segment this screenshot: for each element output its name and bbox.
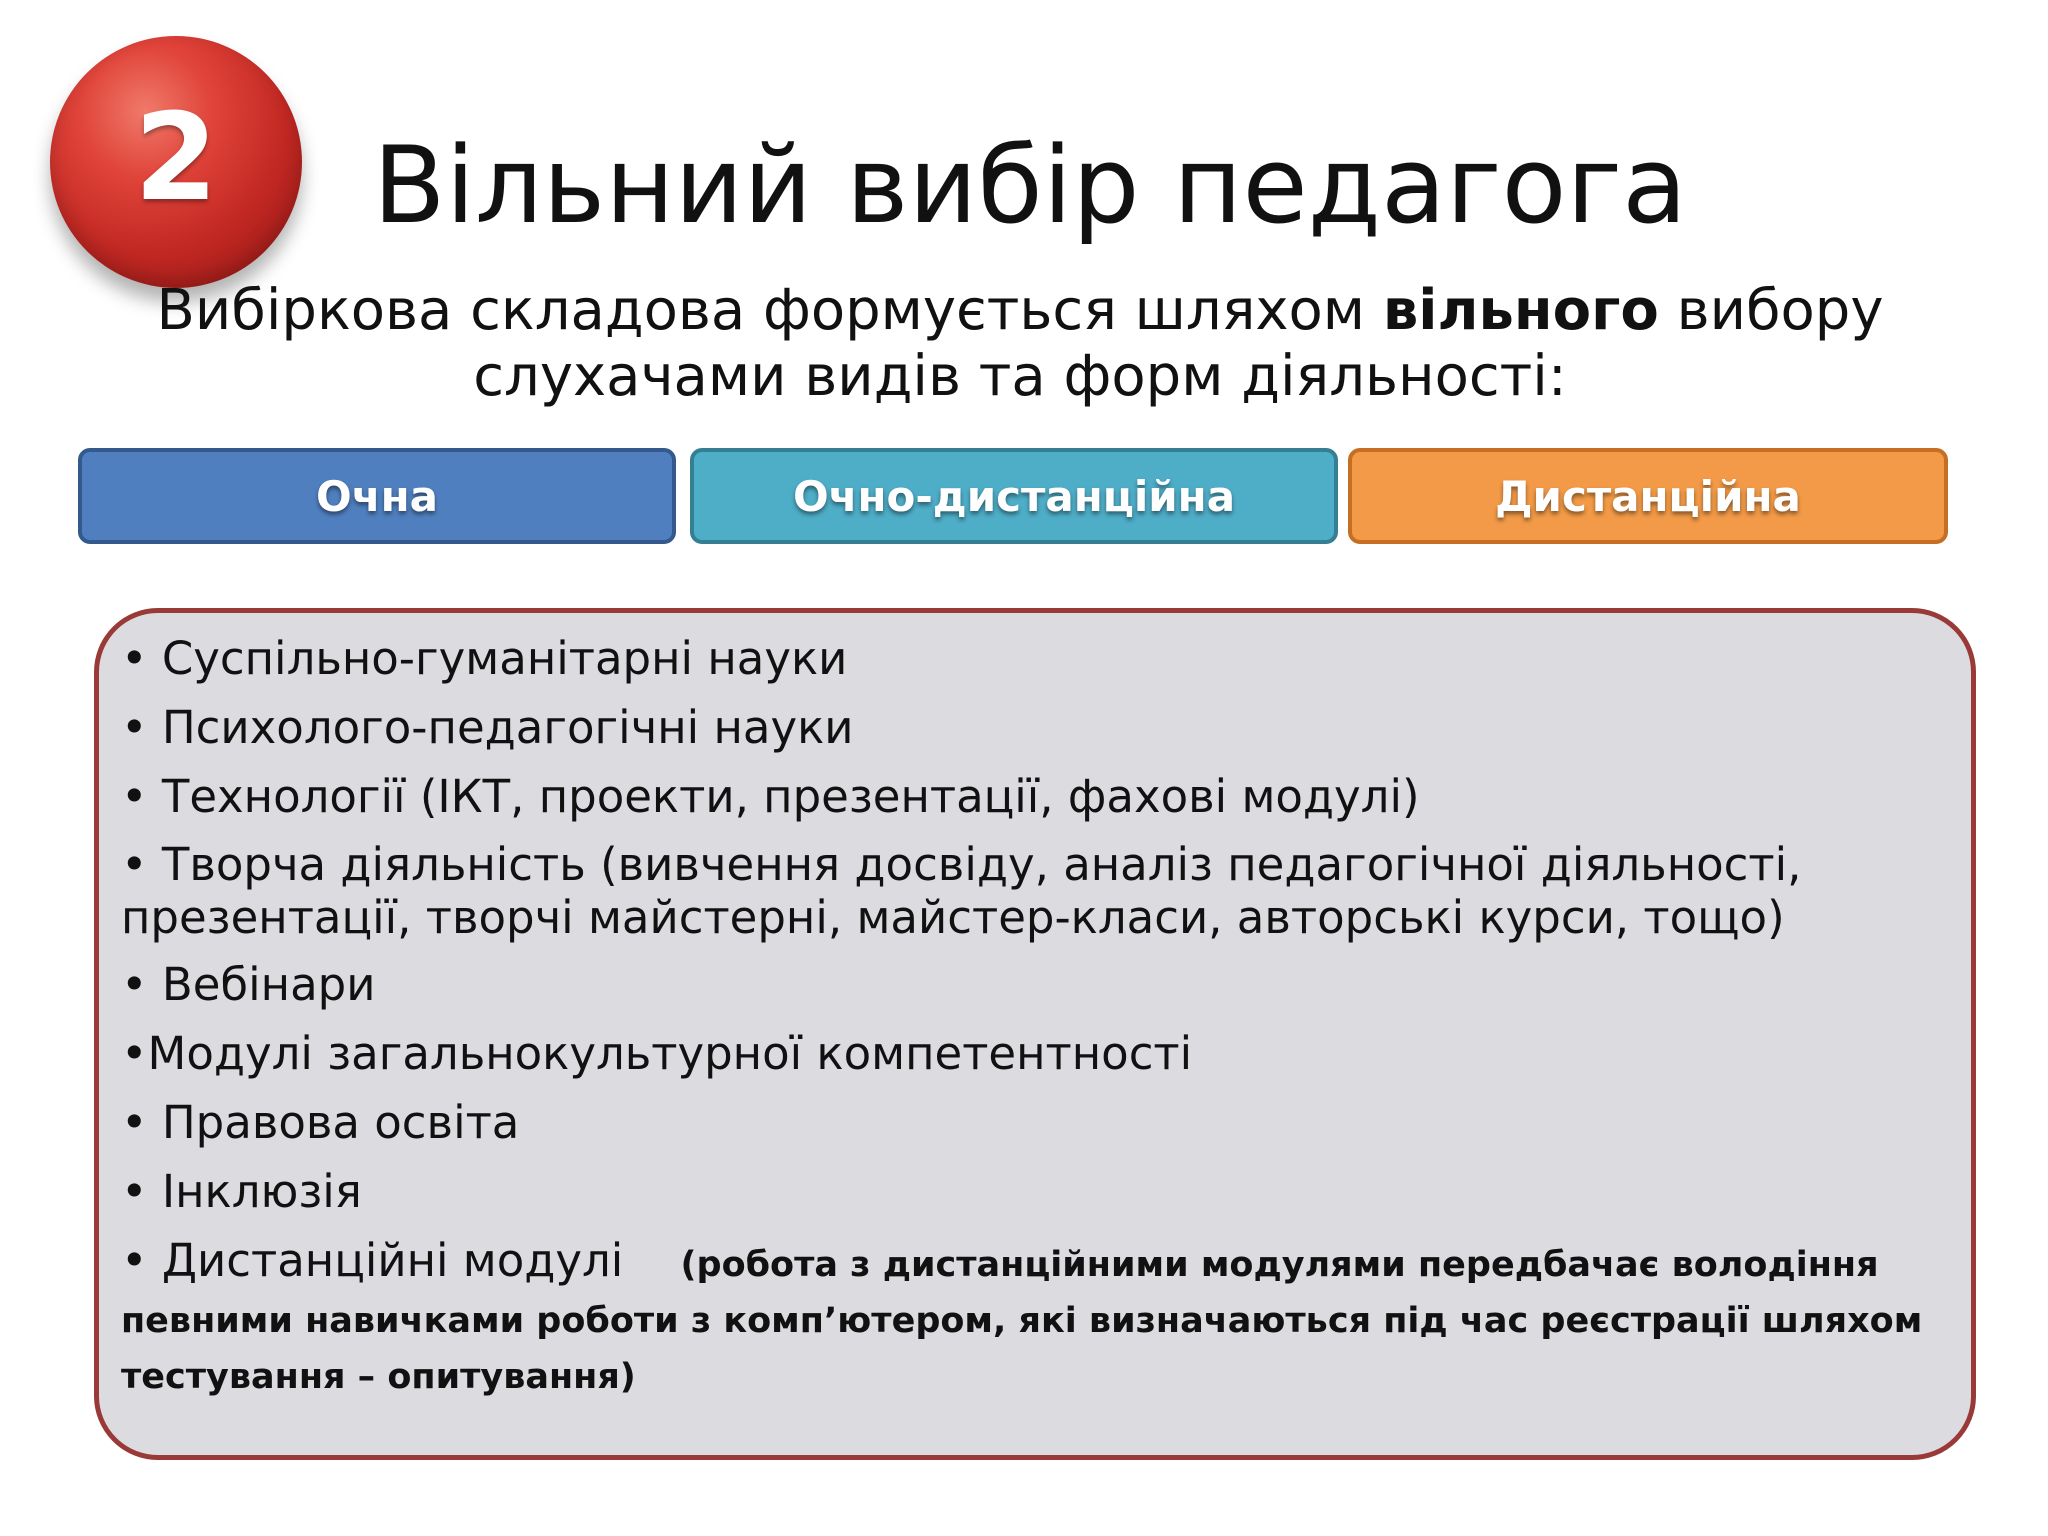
slide-subtitle [120, 278, 1920, 410]
learning-modes [78, 448, 1948, 544]
subtitle-line-1 [120, 278, 1920, 344]
activities-box [94, 608, 1976, 1460]
slide-number: 2 [134, 89, 218, 228]
list-item: • Інклюзія [121, 1165, 362, 1218]
subtitle-text-2: вибору [1658, 278, 1884, 343]
list-item: •Модулі загальнокультурної компетентності [121, 1027, 1193, 1080]
slide-number-badge [50, 36, 302, 288]
mode-full-time: Очна [78, 448, 676, 544]
subtitle-text-1: Вибіркова складова формується шляхом [156, 278, 1383, 343]
mode-blended: Очно-дистанційна [690, 448, 1338, 544]
list-item: • Творча діяльність (вивчення досвіду, аналіз педагогічної діяльності, презентації, творчі майстерні, майстер-класи, авторські курси, тощо) [121, 838, 1802, 944]
slide-title: Вільний вибір педагога [372, 124, 1688, 247]
list-item: • Психолого-педагогічні науки [121, 701, 854, 754]
mode-distance: Дистанційна [1348, 448, 1948, 544]
subtitle-line-2: слухачами видів та форм діяльності: [473, 344, 1567, 409]
distance-modules-label: • Дистанційні модулі [121, 1234, 624, 1287]
subtitle-bold: вільного [1382, 278, 1659, 343]
list-item: • Вебінари [121, 958, 376, 1011]
distance-modules-note: (робота з дистанційними модулями передбачає володіння певними навичками роботи з комп’ютером, які визначаються під час реєстрації шляхом тестування – опитування) [121, 1245, 1923, 1397]
list-item: • Правова освіта [121, 1096, 520, 1149]
list-item: • Суспільно-гуманітарні науки [121, 632, 848, 685]
list-item: • Технології (ІКТ, проекти, презентації, фахові модулі) [121, 770, 1420, 823]
activities-list [121, 631, 1949, 1401]
list-item-distance-modules [121, 1233, 1949, 1401]
